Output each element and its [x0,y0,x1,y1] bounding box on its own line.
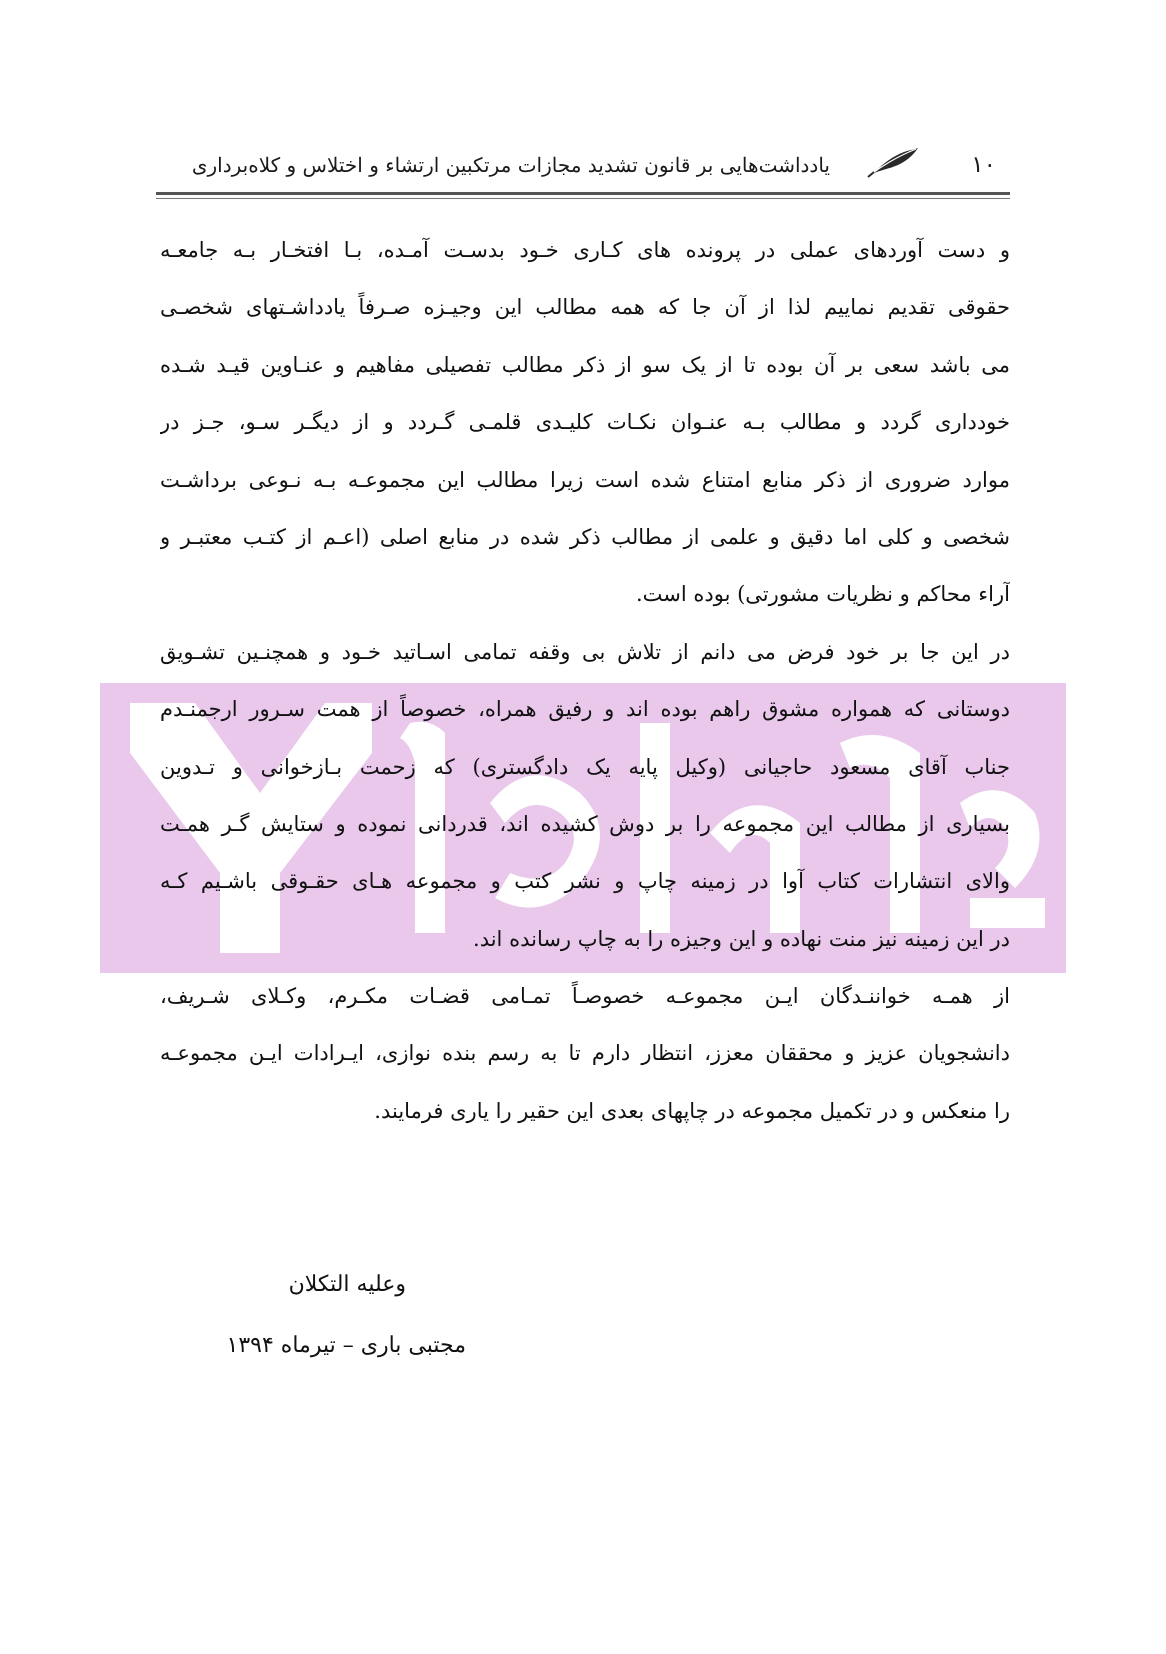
body-text [160,222,1010,1140]
text-line: والای انتشارات کتاب آوا در زمینه چاپ و نشر کتب و مجموعه هـای حقـوقی باشـیم کـه [160,869,1010,894]
separator: – [342,1333,354,1358]
text-line: آراء محاکم و نظریات مشورتی) بوده است. [635,582,1010,607]
text-line: بسیاری از مطالب این مجموعه را بر دوش کشیده اند، قدردانی نموده و ستایش گـر همـت [160,811,1010,836]
text-line: حقوقی تقدیم نماییم لذا از آن جا که همه مطالب این وجیـزه صـرفاً یادداشـتهای شخصـی [160,295,1010,320]
text-line: خودداری گردد و مطالب بـه عنـوان نکـات کلیـدی قلمـی گـردد و از دیگـر سـو، جـز در [160,410,1010,435]
header-rule [156,192,1010,201]
text-line: می باشد سعی بر آن بوده تا از یک سو از ذکر مطالب تفصیلی مفاهیم و عنـاوین قیـد شـده [160,352,1010,377]
paragraph [160,624,1010,968]
author-name: مجتبی باری [360,1333,466,1358]
text-line: در این زمینه نیز منت نهاده و این وجیزه را به چاپ رسانده اند. [473,926,1010,951]
text-line: جناب آقای مسعود حاجیانی (وکیل پایه یک دادگستری) که زحمت بـازخوانی و تـدوین [160,754,1010,779]
text-line: و دست آوردهای عملی در پرونده های کـاری خـود بدسـت آمـده، بـا افتخـار بـه جامعـه [160,238,1010,262]
text-line: دانشجویان عزیز و محققان معزز، انتظار دارم تا به رسم بنده نوازی، ایـرادات ایـن مجموعـه [160,1041,1010,1066]
text-line: دوستانی که همواره مشوق راهم بوده اند و رفیق همراه، خصوصاً از همت سـرور ارجمنـدم [160,697,1010,722]
closing-phrase: وعلیه التکلان [288,1272,406,1297]
text-line: از همـه خواننـدگان ایـن مجموعـه خصوصـاً تمـامی قضـات مکـرم، وکـلای شـریف، [160,984,1010,1009]
date: تیرماه ۱۳۹۴ [226,1333,336,1358]
text-line: را منعکس و در تکمیل مجموعه در چاپهای بعدی این حقیر را یاری فرمایند. [374,1098,1010,1123]
text-line: شخصی و کلی اما دقیق و علمی از مطالب ذکر شده در منابع اصلی (اعـم از کتـب معتبـر و [160,524,1010,549]
paragraph [160,222,1010,624]
paragraph [160,968,1010,1140]
text-line: در این جا بر خود فرض می دانم از تلاش بی وقفه تمامی اسـاتید خـود و همچنـین تشـویق [160,639,1010,664]
page-number: ۱۰ [971,152,996,178]
running-title: یادداشت‌هایی بر قانون تشدید مجازات مرتکبین ارتشاء و اختلاس و کلاه‌برداری [191,153,830,177]
author-date [227,1333,466,1358]
text-line: موارد ضروری از ذکر منابع امتناع شده است زیرا مطالب این مجموعـه بـه نـوعی برداشـت [160,467,1010,492]
running-header [156,146,1010,186]
quill-icon [864,146,920,178]
